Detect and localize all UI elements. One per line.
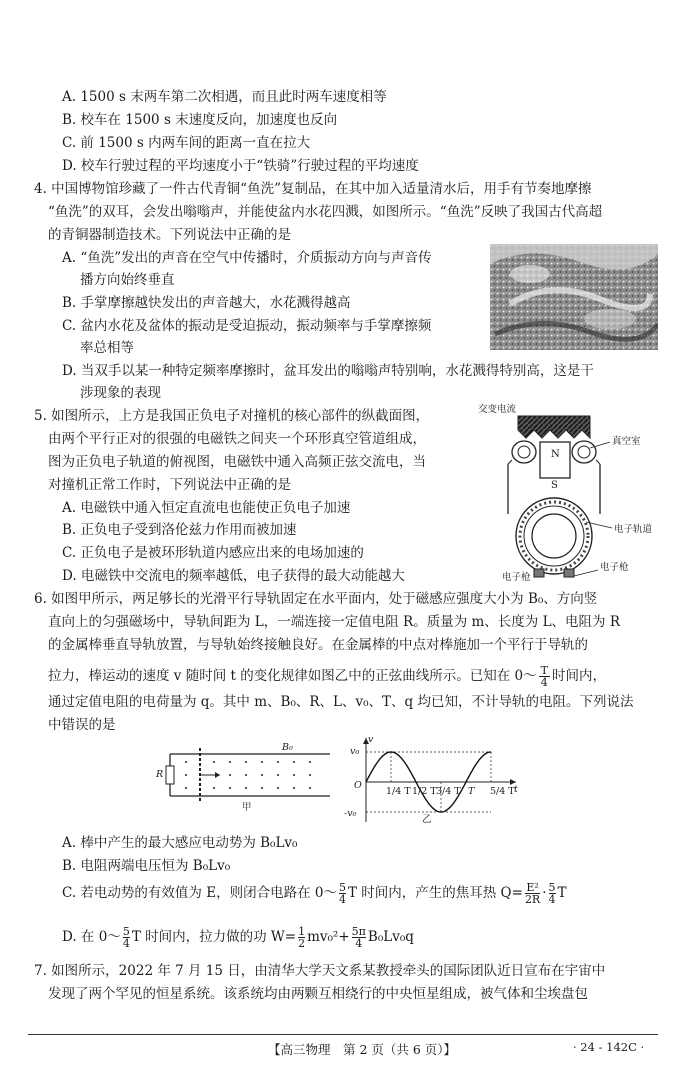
- q6-option-d: D. 在 0～ $\frac{5}{4}$ T 时间内，拉力做的功 W= $\frac{1}{2}$ mv₀²+ $\frac{5\pi}{4}$ B₀Lv₀q: [62, 925, 414, 950]
- tick-quarter-t: 1/4 T: [386, 786, 411, 797]
- pole-n-label: N: [551, 449, 560, 460]
- tick-t: T: [468, 786, 475, 797]
- q6-option-c: C. 若电动势的有效值为 E，则闭合电路在 0～ $\frac{5}{4}$ T 时间内，产生的焦耳热 Q= $\frac{\text{E²}}{2R}$ · $\frac{5}{4}$ T: [62, 881, 567, 906]
- axis-t-label: t: [514, 784, 518, 795]
- q4-stem-line2: “鱼洗”的双耳，会发出嗡嗡声，并能使盆内水花四溅，如图所示。“鱼洗”反映了我国古代高超: [48, 204, 603, 220]
- q6-stem-line1: 6. 如图甲所示，两足够长的光滑平行导轨固定在水平面内，处于磁感应强度大小为 B₀、方向竖: [34, 591, 598, 607]
- collider-diagram: [478, 404, 668, 584]
- q5-option-b: B. 正负电子受到洛伦兹力作用而被加速: [62, 522, 297, 538]
- q4-stem-line3: 的青铜器制造技术。下列说法中正确的是: [48, 227, 291, 243]
- q4-stem-line1: 4. 中国博物馆珍藏了一件古代青铜“鱼洗”复制品，在其中加入适量清水后，用手有节奏地摩擦: [34, 181, 592, 197]
- fish-basin-photo: [490, 244, 658, 350]
- ac-current-label: 交变电流: [478, 404, 517, 415]
- q6-option-b: B. 电阻两端电压恒为 B₀Lv₀: [62, 858, 231, 874]
- q4-option-a: A. “鱼洗”发出的声音在空气中传播时，介质振动方向与声音传: [62, 250, 432, 266]
- tick-five-quarter-t: 5/4 T: [490, 786, 515, 797]
- footer-rule: [28, 1034, 658, 1035]
- velocity-time-graph-yi: [344, 734, 524, 826]
- q5-stem-line2: 由两个平行正对的很强的电磁铁之间夹一个环形真空管道组成，: [48, 431, 426, 447]
- field-label: B₀: [282, 742, 293, 753]
- rails-diagram-jia: [156, 740, 335, 818]
- q4-option-c: C. 盆内水花及盆体的振动是受迫振动，振动频率与手掌摩擦频: [62, 318, 432, 334]
- figure-jia-label: 甲: [242, 802, 252, 813]
- q3-option-c: C. 前 1500 s 内两车间的距离一直在拉大: [62, 135, 311, 151]
- figure-yi-label: 乙: [422, 814, 432, 825]
- q3-option-a: A. 1500 s 末两车第二次相遇，而且此时两车速度相等: [62, 89, 387, 105]
- vacuum-chamber-label: 真空室: [612, 436, 641, 447]
- q5-option-a: A. 电磁铁中通入恒定直流电也能使正负电子加速: [62, 500, 351, 516]
- q6-stem-line6: 中错误的是: [48, 717, 116, 733]
- q4-option-c-cont: 率总相等: [80, 340, 134, 356]
- q6-stem-line2: 直向上的匀强磁场中，导轨间距为 L，一端连接一定值电阻 R。质量为 m、长度为 L、电阻为 R: [48, 614, 621, 630]
- axis-v-label: v: [368, 734, 374, 745]
- q3-option-d: D. 校车行驶过程的平均速度小于“铁骑”行驶过程的平均速度: [62, 158, 419, 174]
- tick-half-t: 1/2 T: [412, 786, 437, 797]
- electron-orbit-label: 电子轨道: [614, 524, 653, 535]
- q5-stem-line3: 图为正负电子轨道的俯视图，电磁铁中通入高频正弦交流电，当: [48, 454, 426, 470]
- q5-option-c: C. 正负电子是被环形轨道内感应出来的电场加速的: [62, 545, 364, 561]
- q6-stem-line5: 通过定值电阻的电荷量为 q。其中 m、B₀、R、L、v₀、T、q 均已知，不计导轨的电阻。下列说法: [48, 694, 634, 710]
- resistor-label: R: [156, 769, 164, 780]
- q5-option-d: D. 电磁铁中交流电的频率越低，电子获得的最大动能越大: [62, 568, 405, 584]
- q4-option-d: D. 当双手以某一种特定频率摩擦时，盆耳发出的嗡嗡声特别响，水花溅得特别高，这是干: [62, 363, 594, 379]
- footer-title: 【高三物理 第 2 页（共 6 页）】: [268, 1042, 457, 1057]
- q4-option-d-cont: 涉现象的表现: [80, 385, 161, 401]
- q7-stem-line1: 7. 如图所示，2022 年 7 月 15 日，由清华大学天文系某教授牵头的国际团队近日宣布在宇宙中: [34, 963, 606, 979]
- pole-s-label: S: [551, 480, 558, 491]
- tick-three-quarter-t: 3/4 T: [436, 786, 461, 797]
- neg-v0-label: -v₀: [344, 808, 357, 819]
- v0-label: v₀: [350, 746, 360, 757]
- q5-stem-line4: 对撞机正常工作时，下列说法中正确的是: [48, 477, 291, 493]
- q4-option-a-cont: 播方向始终垂直: [80, 272, 175, 288]
- q6-option-a: A. 棒中产生的最大感应电动势为 B₀Lv₀: [62, 835, 298, 851]
- q6-stem-line3: 的金属棒垂直导轨放置，与导轨始终接触良好。在金属棒的中点对棒施加一个平行于导轨的: [48, 637, 588, 653]
- footer-code: · 24 - 142C ·: [573, 1040, 645, 1054]
- electron-gun-right-label: 电子枪: [600, 562, 629, 573]
- q5-stem-line1: 5. 如图所示，上方是我国正负电子对撞机的核心部件的纵截面图，: [34, 408, 430, 424]
- q4-option-b: B. 手掌摩擦越快发出的声音越大，水花溅得越高: [62, 295, 351, 311]
- q3-option-b: B. 校车在 1500 s 末速度反向，加速度也反向: [62, 112, 338, 128]
- electron-gun-left-label: 电子枪: [502, 572, 531, 583]
- q6-stem-line4: 拉力，棒运动的速度 v 随时间 t 的变化规律如图乙中的正弦曲线所示。已知在 0～ $\frac{T}{4}$ 时间内，: [48, 664, 606, 689]
- origin-label: O: [354, 780, 362, 791]
- q7-stem-line2: 发现了两个罕见的恒星系统。该系统均由两颗互相绕行的中央恒星组成，被气体和尘埃盘包: [48, 986, 588, 1002]
